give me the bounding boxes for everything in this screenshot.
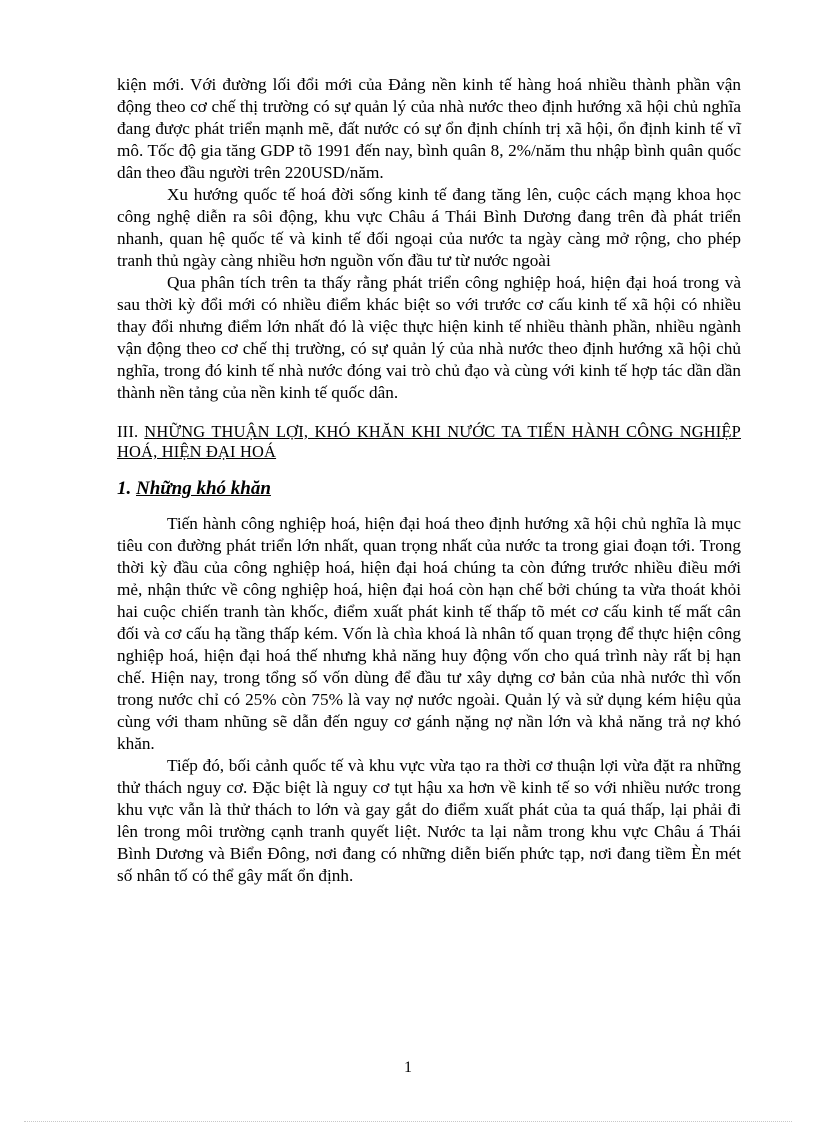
document-page <box>117 74 741 887</box>
sub-heading-title: Những khó khăn <box>136 478 271 499</box>
section-title: NHỮNG THUẬN LỢI, KHÓ KHĂN KHI NƯỚC TA TIẾN HÀNH CÔNG NGHIỆP HOÁ, HIỆN ĐẠI HOÁ <box>117 422 741 461</box>
body-paragraph: Xu hướng quốc tế hoá đời sống kinh tế đang tăng lên, cuộc cách mạng khoa học công nghệ diễn ra sôi động, khu vực Châu á Thái Bình Dương đang trên đà phát triển nhanh, quan hệ quốc tế và kinh tế đối ngoại của nước ta ngày càng mở rộng, cho phép tranh thủ ngày càng nhiều hơn nguồn vốn đầu tư từ nước ngoài <box>117 185 741 270</box>
section-heading <box>117 422 741 462</box>
body-paragraph: kiện mới. Với đường lối đổi mới của Đảng nền kinh tế hàng hoá nhiều thành phần vận động theo cơ chế thị trường có sự quản lý của nhà nước theo định hướng xã hội chủ nghĩa đang được phát triển mạnh mẽ, đất nước có sự ổn định chính trị xã hội, ổn định kinh tế vĩ mô. Tốc độ gia tăng GDP tõ 1991 đến nay, bình quân 8, 2%/năm thu nhập bình quân quốc dân theo đầu người trên 220USD/năm. <box>117 75 741 182</box>
body-paragraph: Tiếp đó, bối cảnh quốc tế và khu vực vừa tạo ra thời cơ thuận lợi vừa đặt ra những thử thách nguy cơ. Đặc biệt là nguy cơ tụt hậu xa hơn về kinh tế so với nhiều nước trong khu vực vẫn là thử thách to lớn và gay gắt do điểm xuất phát của ta quá thấp, lại phải đi lên trong môi trường cạnh tranh quyết liệt. Nước ta lại nằm trong khu vực Châu á Thái Bình Dương và Biển Đông, nơi đang có những diễn biến phức tạp, nơi đang tiềm Èn mét số nhân tố có thể gây mất ổn định. <box>117 756 741 885</box>
body-paragraph: Qua phân tích trên ta thấy rằng phát triển công nghiệp hoá, hiện đại hoá trong và sau thời kỳ đổi mới có nhiều điểm khác biệt so với trước cơ cấu kinh tế xã hội có nhiều thay đổi nhưng điểm lớn nhất đó là việc thực hiện kinh tế nhiều thành phần, nhiều ngành vận động theo cơ chế thị trường, có sự quản lý của nhà nước theo định hướng xã hội chủ nghĩa, trong đó kinh tế nhà nước đóng vai trò chủ đạo và cùng với kinh tế hợp tác dần dần thành nền tảng của nền kinh tế quốc dân. <box>117 273 741 402</box>
page-bottom-divider <box>24 1121 792 1122</box>
body-paragraph: Tiến hành công nghiệp hoá, hiện đại hoá theo định hướng xã hội chủ nghĩa là mục tiêu con đường phát triển lớn nhất, quan trọng nhất của nước ta trong giai đoạn tới. Trong thời kỳ đầu của công nghiệp hoá, hiện đại hoá chúng ta còn đứng trước nhiều điều mới mẻ, nhận thức về công nghiệp hoá, hiện đại hoá còn hạn chế bởi chúng ta vừa thoát khỏi hai cuộc chiến tranh tàn khốc, điểm xuất phát kinh tế thấp tõ mét cơ cấu kinh tế mất cân đối và cơ cấu hạ tầng thấp kém. Vốn là chìa khoá là nhân tố quan trọng để thực hiện công nghiệp hoá, hiện đại hoá thế nhưng khả năng huy động vốn cho quá trình này rất bị hạn chế. Hiện nay, trong tổng số vốn dùng để đầu tư xây dựng cơ bản của nhà nước thì vốn trong nước chỉ có 25% còn 75% là vay nợ nước ngoài. Quản lý và sử dụng kém hiệu qủa cùng với tham nhũng sẽ dẫn đến nguy cơ gánh nặng nợ nần lớn và khả năng trả nợ khó khăn. <box>117 514 741 753</box>
sub-heading <box>117 477 741 501</box>
sub-heading-number: 1. <box>117 478 132 499</box>
section-number: III. <box>117 422 139 441</box>
page-number: 1 <box>404 1059 412 1076</box>
